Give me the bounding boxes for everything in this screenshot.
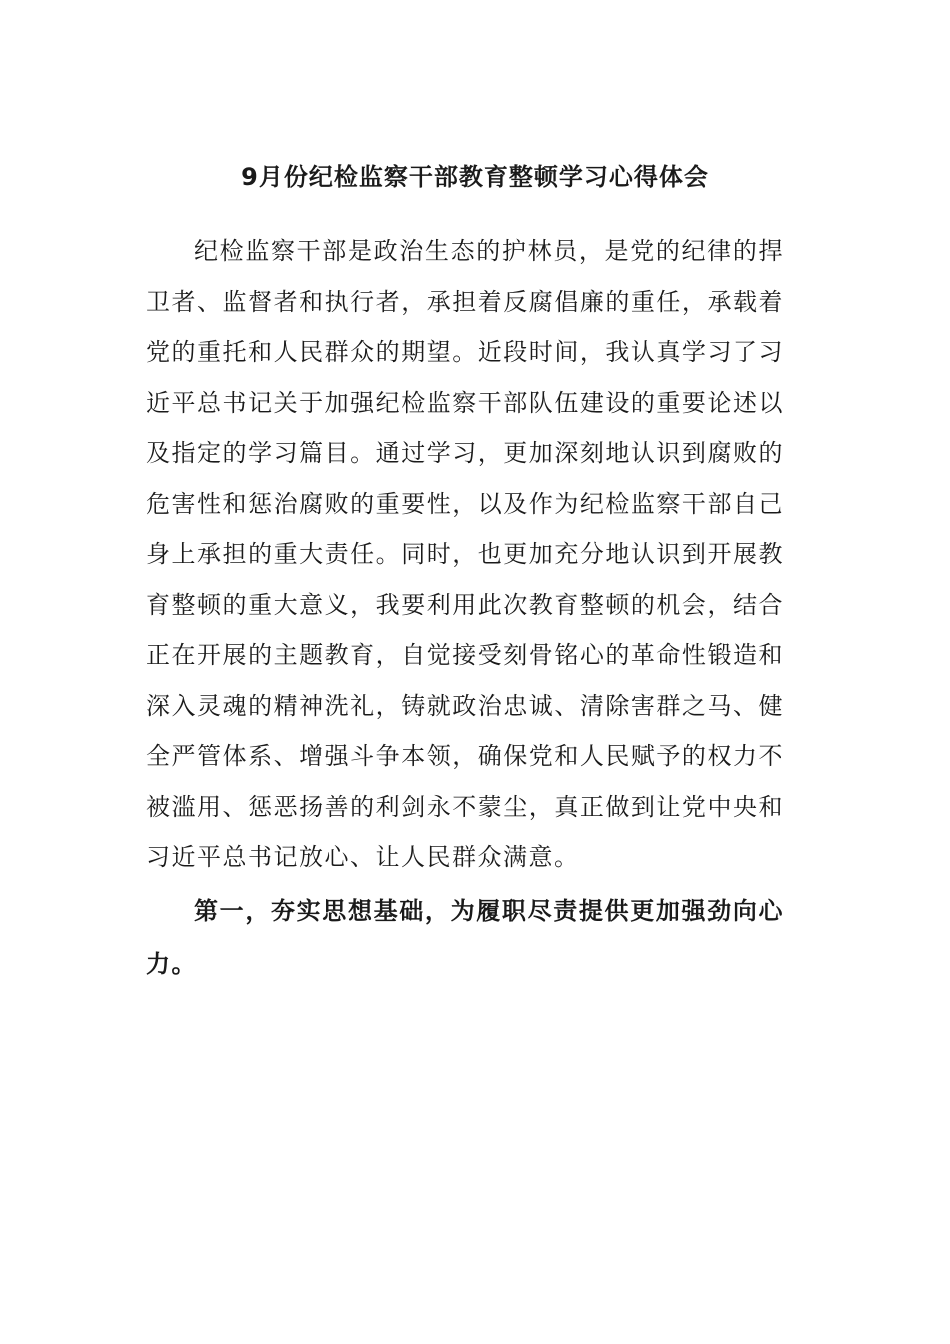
section-heading: 第一，夯实思想基础，为履职尽责提供更加强劲向心力。 bbox=[146, 896, 784, 978]
document-title: 9月份纪检监察干部教育整顿学习心得体会 bbox=[241, 163, 709, 191]
document-body bbox=[146, 226, 784, 991]
body-paragraph: 纪检监察干部是政治生态的护林员，是党的纪律的捍卫者、监督者和执行者，承担着反腐倡廉的重任，承载着党的重托和人民群众的期望。近段时间，我认真学习了习近平总书记关于加强纪检监察干部队伍建设的重要论述以及指定的学习篇目。通过学习，更加深刻地认识到腐败的危害性和惩治腐败的重要性，以及作为纪检监察干部自己身上承担的重大责任。同时，也更加充分地认识到开展教育整顿的重大意义，我要利用此次教育整顿的机会，结合正在开展的主题教育，自觉接受刻骨铭心的革命性锻造和深入灵魂的精神洗礼，铸就政治忠诚、清除害群之马、健全严管体系、增强斗争本领，确保党和人民赋予的权力不被滥用、惩恶扬善的利剑永不蒙尘，真正做到让党中央和习近平总书记放心、让人民群众满意。 bbox=[146, 237, 784, 871]
